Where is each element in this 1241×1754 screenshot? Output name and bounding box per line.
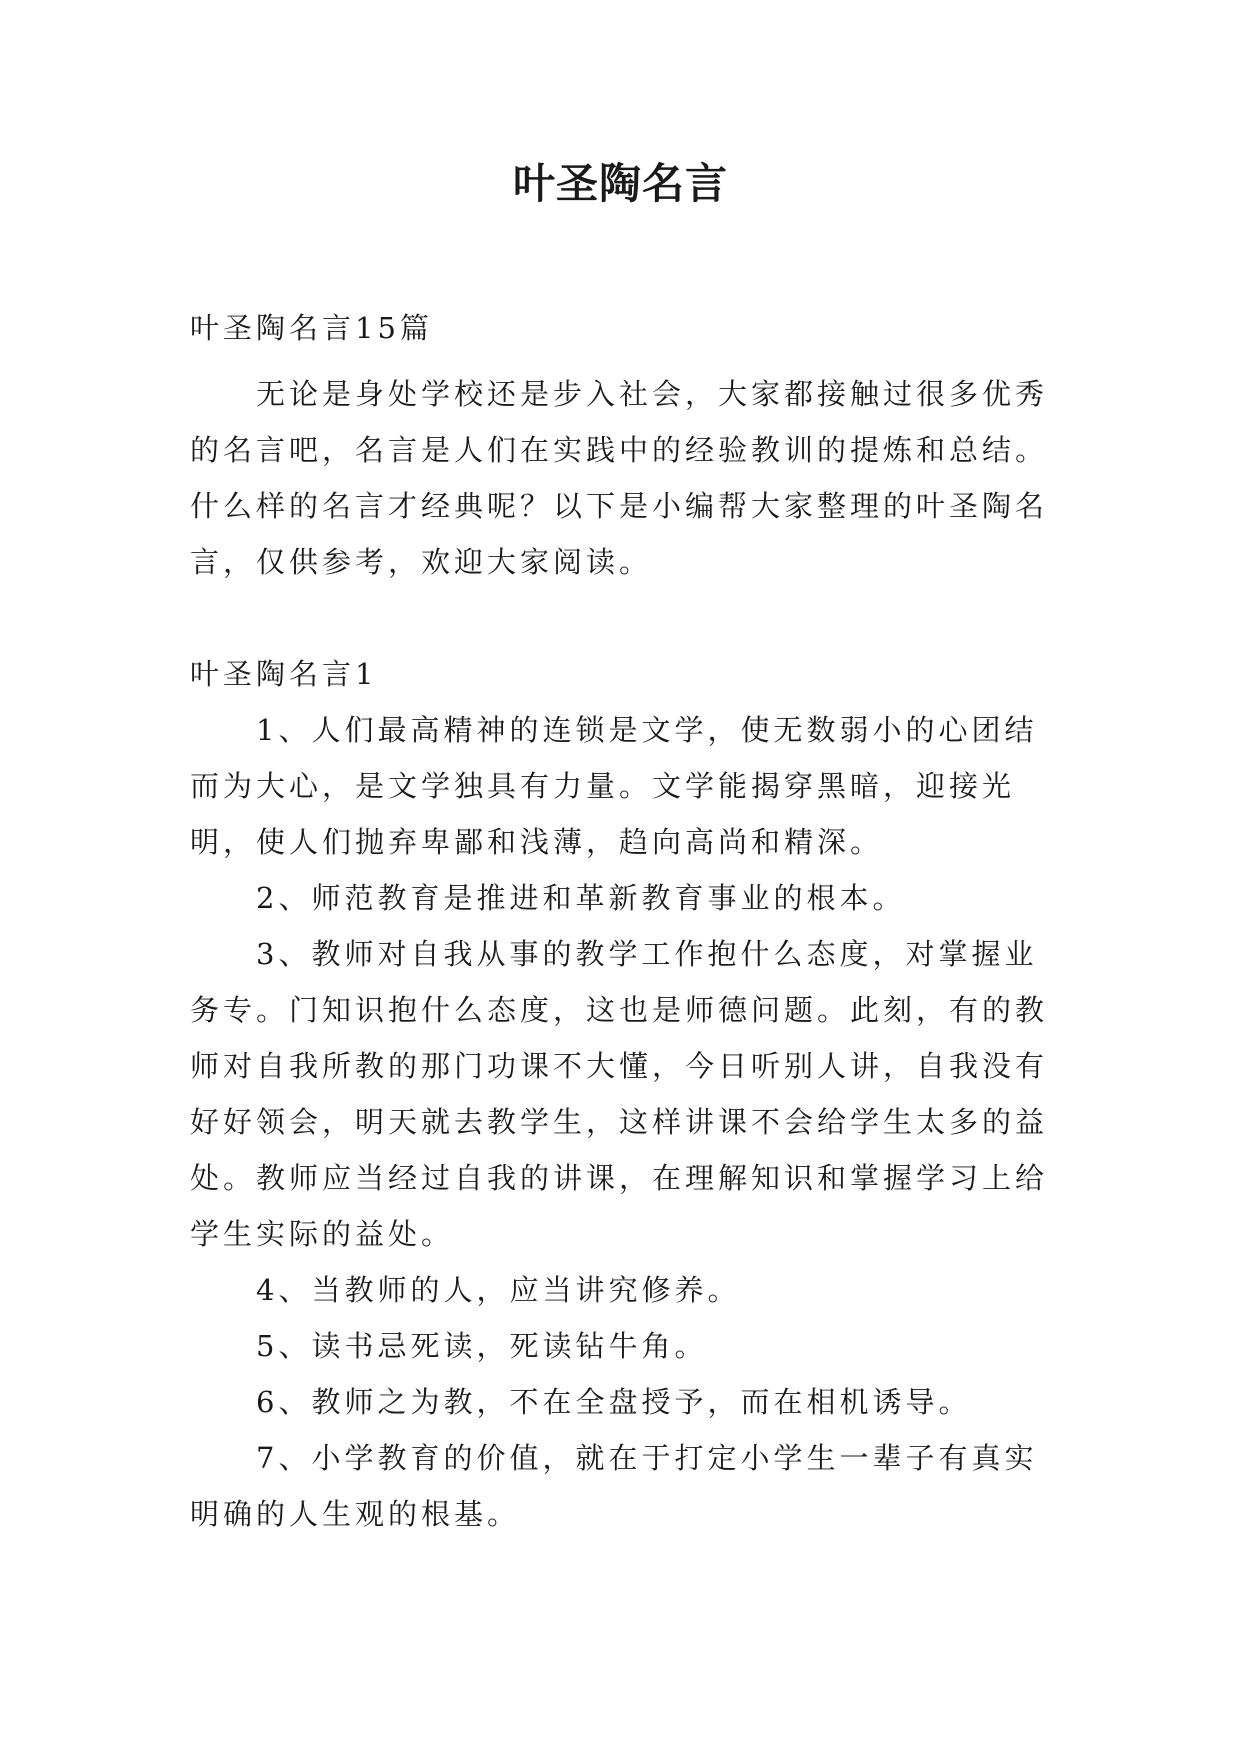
section-heading: 叶圣陶名言1 (190, 657, 378, 691)
quote-4: 4、当教师的人，应当讲究修养。 (256, 1273, 741, 1307)
quote-7: 7、小学教育的价值，就在于打定小学生一辈子有真实明确的人生观的根基。 (190, 1441, 1038, 1531)
intro-paragraph: 无论是身处学校还是步入社会，大家都接触过很多优秀的名言吧，名言是人们在实践中的经验教训的提炼和总结。什么样的名言才经典呢？以下是小编帮大家整理的叶圣陶名言，仅供参考，欢迎大家阅读。 (190, 377, 1049, 579)
subtitle: 叶圣陶名言15篇 (190, 311, 433, 345)
quote-2: 2、师范教育是推进和革新教育事业的根本。 (256, 881, 906, 915)
quote-5: 5、读书忌死读，死读钻牛角。 (256, 1329, 708, 1363)
document-body (190, 300, 1060, 1542)
quote-1: 1、人们最高精神的连锁是文学，使无数弱小的心团结而为大心，是文学独具有力量。文学能揭穿黑暗，迎接光明，使人们抛弃卑鄙和浅薄，趋向高尚和精深。 (190, 713, 1038, 859)
document-title: 叶圣陶名言 (512, 159, 728, 208)
quote-6: 6、教师之为教，不在全盘授予，而在相机诱导。 (256, 1385, 972, 1419)
quote-3: 3、教师对自我从事的教学工作抱什么态度，对掌握业务专。门知识抱什么态度，这也是师德问题。此刻，有的教师对自我所教的那门功课不大懂，今日听别人讲，自我没有好好领会，明天就去教学生，这样讲课不会给学生太多的益处。教师应当经过自我的讲课，在理解知识和掌握学习上给学生实际的益处。 (190, 937, 1049, 1251)
spacer (190, 590, 1060, 646)
